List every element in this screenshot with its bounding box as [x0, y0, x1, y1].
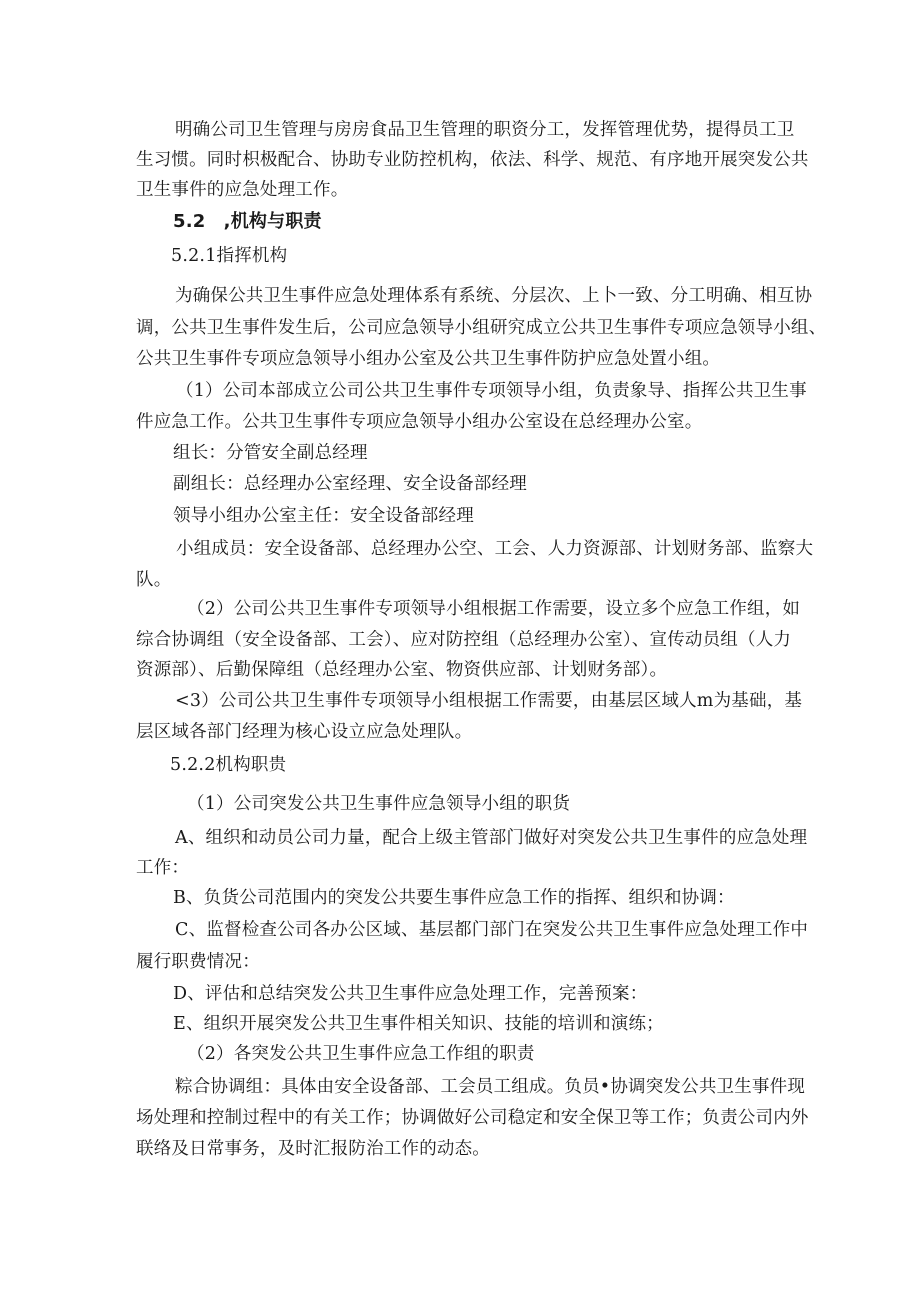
paragraph-line: 领导小组办公室主任：安全设备部经理 — [173, 506, 474, 526]
paragraph-line: 小组成员：安全设备部、总经理办公空、工会、人力资源部、计划财务部、监察大 — [176, 539, 814, 559]
paragraph-line: 件应急工作。公共卫生事件专项应急领导小组办公室设在总经理办公室。 — [136, 412, 703, 432]
paragraph-line: C、监督检查公司各办公区域、基层都门部门在突发公共卫生事件应急处理工作中 — [175, 920, 809, 940]
paragraph-line: 资源部）、后勤保障组（总经理办公室、物资供应部、计划财务部）。 — [136, 660, 668, 680]
paragraph-line: 生习惯。同时枳极配合、协助专业防控机构，依法、科学、规范、有序地开展突发公共 — [136, 150, 809, 170]
paragraph-line: B、负货公司范围内的突发公共要生事件应急工作的指挥、组织和协调： — [173, 888, 735, 908]
paragraph-line: （2）各突发公共卫生事件应急工作组的职责 — [187, 1044, 535, 1064]
paragraph-line: 综合协调组（安全设备部、工会）、应对防控组（总经理办公室）、宣传动员组（人力 — [136, 630, 792, 650]
paragraph-line: <3）公司公共卫生事件专项领导小组根据工作需要，由基层区域人m为基础，基 — [175, 691, 803, 711]
paragraph-line: （1）公司本部成立公司公共卫生事件专项领导小组，负责象导、指挥公共卫生事 — [176, 381, 807, 401]
paragraph-line: 公共卫生事件专项应急领导小组办公室及公共卫生事件防护应急处置小组。 — [136, 349, 721, 369]
paragraph-line: A、组织和动员公司力量，配合上级主管部门做好对突发公共卫生事件的应急处理 — [175, 828, 808, 848]
paragraph-line: 场处理和控制过程中的有关工作；协调做好公司稳定和安全保卫等工作；负责公司内外 — [136, 1108, 809, 1128]
section-heading-5-2: 5.2 ,机构与职责 — [173, 211, 322, 232]
paragraph-line: 履行职费情况： — [136, 952, 260, 972]
paragraph-line: 副组长：总经理办公室经理、安全设备部经理 — [173, 474, 527, 494]
paragraph-line: 调，公共卫生事件发生后，公司应急领导小组研究成立公共卫生事件专项应急领导小组、 — [136, 318, 827, 338]
paragraph-line: 联络及日常事务，及时汇报防治工作的动态。 — [136, 1139, 490, 1159]
paragraph-line: 层区域各部门经理为核心设立应急处理队。 — [136, 722, 473, 742]
paragraph-line: 队。 — [136, 570, 172, 590]
subsection-heading-5-2-2: 5.2.2机构职贵 — [170, 755, 287, 775]
paragraph-line: 组长：分管安全副总经理 — [173, 443, 368, 463]
paragraph-line: 卫生事件的应急处理工作。 — [136, 180, 349, 200]
subsection-heading-5-2-1: 5.2.1指挥机构 — [171, 246, 288, 266]
paragraph-line: （2）公司公共卫生事件专项领导小组根据工作需要，设立多个应急工作组，如 — [187, 599, 801, 619]
paragraph-line: 工作： — [136, 858, 190, 878]
paragraph-line: E、组织开展突发公共卫生事件相关知识、技能的培训和演练； — [173, 1014, 664, 1034]
paragraph-line: D、评估和总结突发公共卫生事件应急处理工作，完善预案： — [173, 984, 648, 1004]
paragraph-line: 粽合协调组：具体由安全设备部、工会员工组成。负员•协调突发公共卫生事件现 — [175, 1077, 806, 1097]
paragraph-line: 明确公司卫生管理与房房食品卫生管理的职资分工，发挥管理优势，提得员工卫 — [175, 120, 795, 140]
paragraph-line: 为确保公共卫生事件应急处理体系有系统、分层次、上卜一致、分工明确、相互协 — [175, 286, 813, 306]
paragraph-line: （1）公司突发公共卫生事件应急领导小组的职货 — [187, 794, 571, 814]
